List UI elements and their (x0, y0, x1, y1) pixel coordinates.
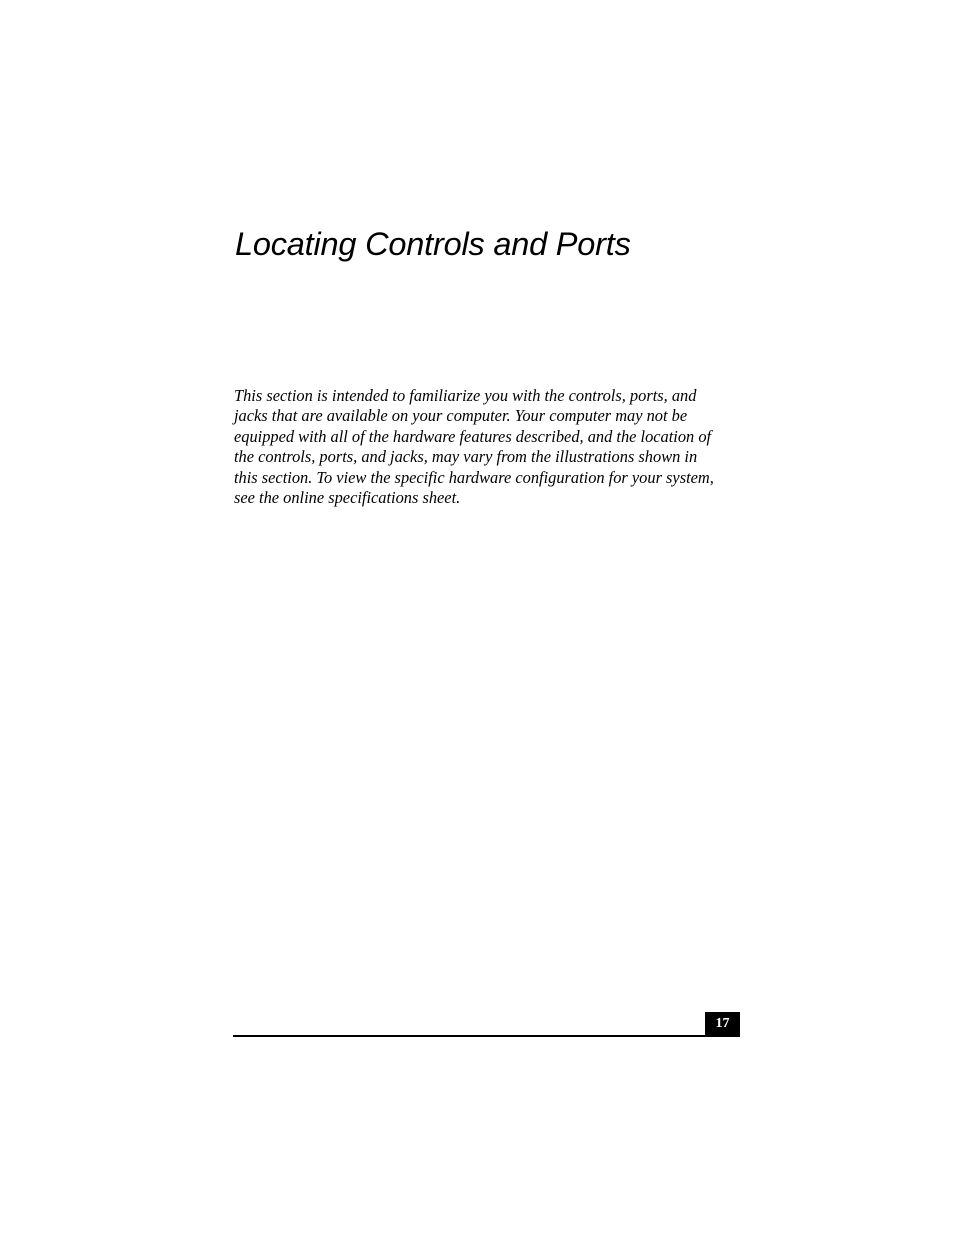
intro-line: the controls, ports, and jacks, may vary from the illustrations shown in (234, 447, 698, 467)
intro-line: see the online specifications sheet. (234, 488, 461, 508)
intro-line: equipped with all of the hardware features described, and the location of (234, 426, 712, 446)
intro-line: this section. To view the specific hardware configuration for your system, (234, 467, 714, 487)
footer-rule (233, 1035, 740, 1037)
page-number-badge (705, 1012, 740, 1037)
intro-line: jacks that are available on your computer. Your computer may not be (234, 406, 688, 426)
intro-paragraph (234, 386, 740, 508)
page-number: 17 (715, 1015, 730, 1031)
intro-line: This section is intended to familiarize you with the controls, ports, and (234, 386, 697, 405)
chapter-title: Locating Controls and Ports (235, 226, 631, 262)
